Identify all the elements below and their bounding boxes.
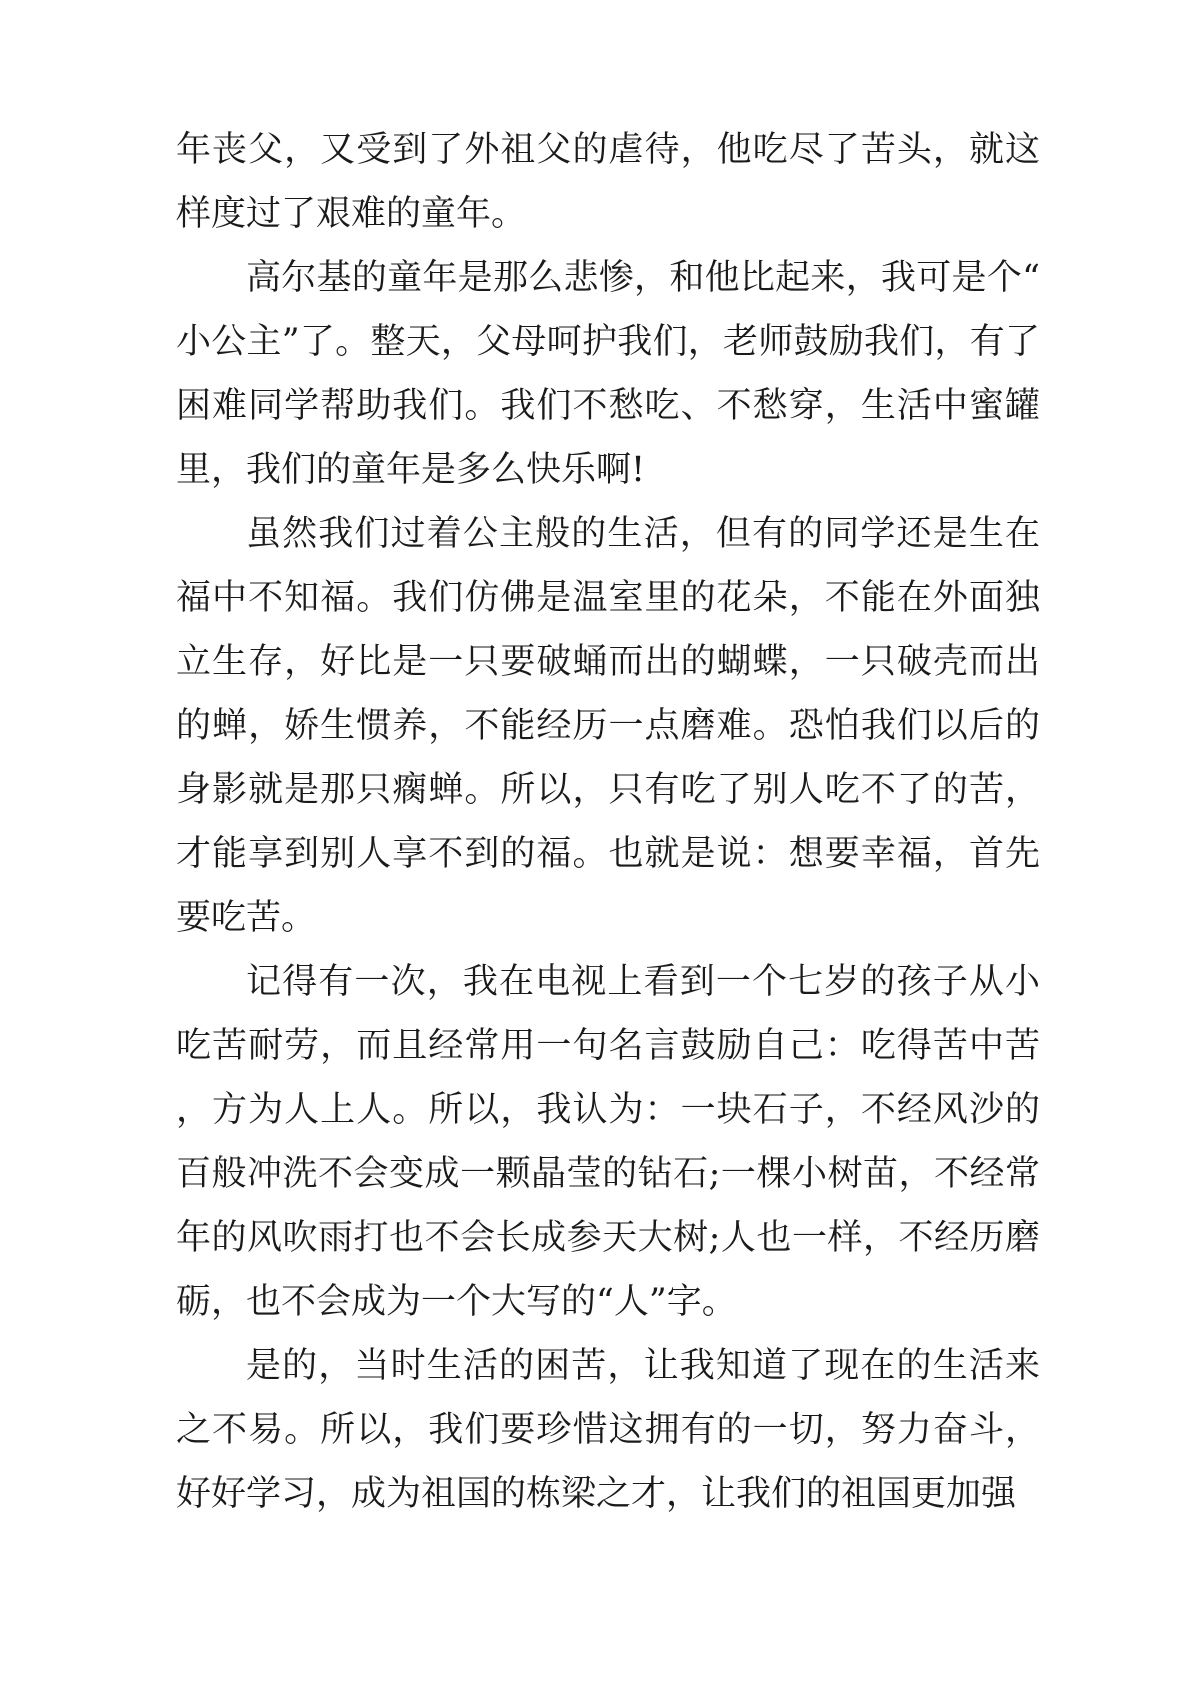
paragraph-5: 是的，当时生活的困苦，让我知道了现在的生活来之不易。所以，我们要珍惜这拥有的一切，努力奋斗，好好学习，成为祖国的栋梁之才，让我们的祖国更加强	[176, 1346, 1040, 1514]
paragraph-2: 高尔基的童年是那么悲惨，和他比起来，我可是个“小公主”了。整天，父母呵护我们，老师鼓励我们，有了困难同学帮助我们。我们不愁吃、不愁穿，生活中蜜罐里，我们的童年是多么快乐啊!	[176, 258, 1040, 490]
paragraph-3: 虽然我们过着公主般的生活，但有的同学还是生在福中不知福。我们仿佛是温室里的花朵，不能在外面独立生存，好比是一只要破蛹而出的蝴蝶，一只破壳而出的蝉，娇生惯养，不能经历一点磨难。恐怕我们以后的身影就是那只瘸蝉。所以，只有吃了别人吃不了的苦，才能享到别人享不到的福。也就是说：想要幸福，首先要吃苦。	[176, 514, 1040, 938]
paragraph-4: 记得有一次，我在电视上看到一个七岁的孩子从小吃苦耐劳，而且经常用一句名言鼓励自己：吃得苦中苦，方为人上人。所以，我认为：一块石子，不经风沙的百般冲洗不会变成一颗晶莹的钻石;一棵小树苗，不经常年的风吹雨打也不会长成参天大树;人也一样，不经历磨砺，也不会成为一个大写的“人”字。	[176, 962, 1040, 1322]
paragraph-1: 年丧父，又受到了外祖父的虐待，他吃尽了苦头，就这样度过了艰难的童年。	[176, 130, 1040, 234]
document-body	[176, 118, 1040, 1526]
